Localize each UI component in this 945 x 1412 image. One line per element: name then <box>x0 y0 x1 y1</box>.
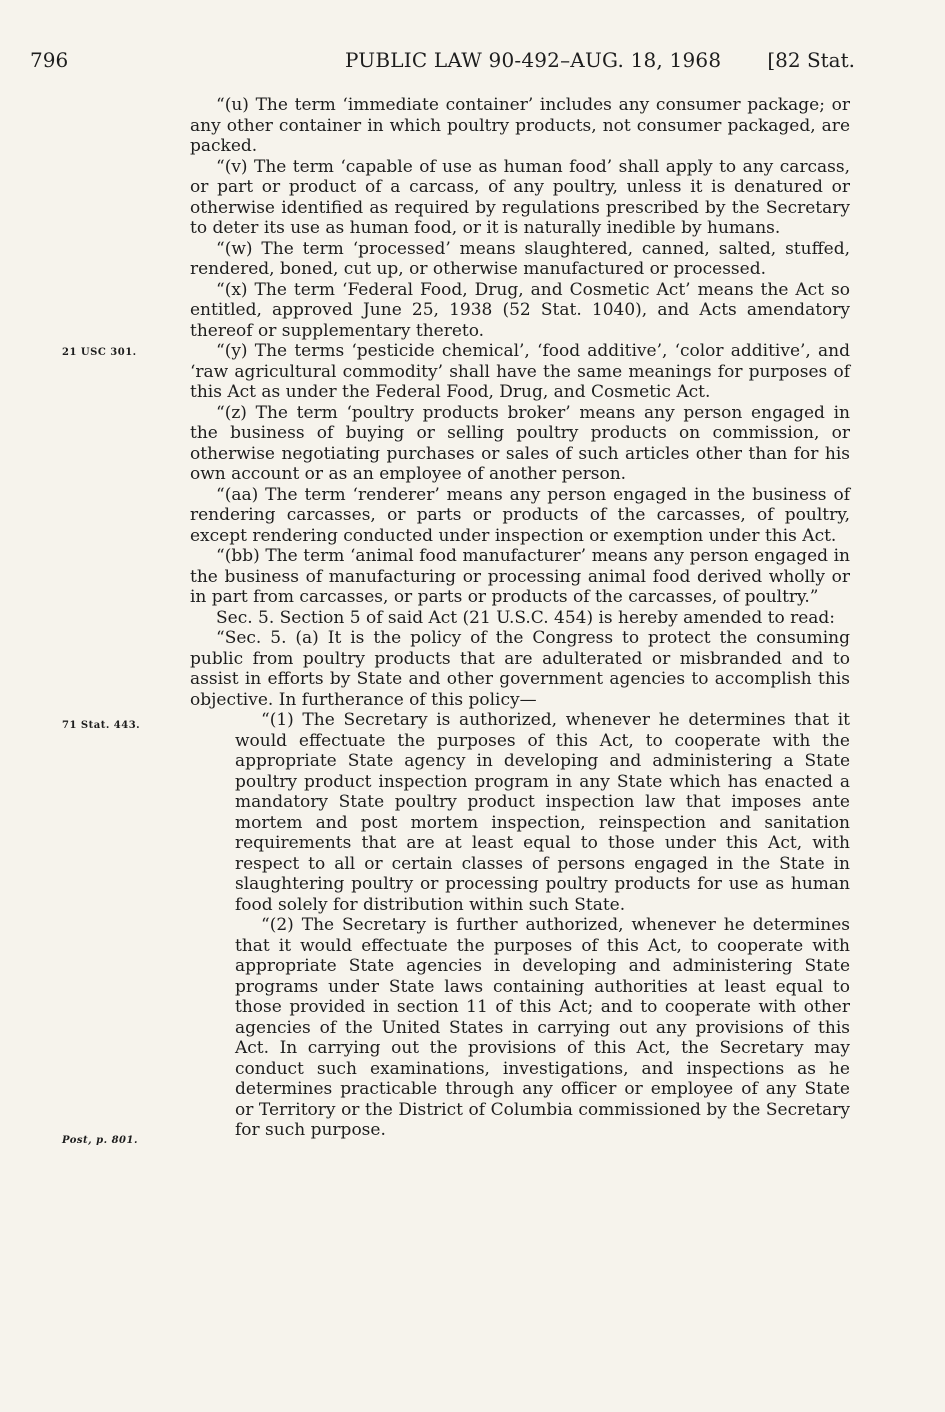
paragraph-bb: “(bb) The term ‘animal food manufacturer’ means any person engaged in the business of manufacturing or processing animal food derived wholly or in part from carcasses, or parts or products of the carcasses, of poultry.” <box>190 546 850 607</box>
margin-note-21-usc-301: 21 USC 301. <box>62 347 137 358</box>
paragraph-z: “(z) The term ‘poultry products broker’ means any person engaged in the business of buying or selling poultry products on commission, or otherwise negotiating purchases or sales of such articles other than for his own account or as an employee of another person. <box>190 402 850 484</box>
section-5-a-1: “(1) The Secretary is authorized, whenever he determines that it would effectuate the purposes of this Act, to cooperate with the appropriate State agency in developing and administering a State poultry product inspection program in any State which has enacted a mandatory State poultry product inspection law that imposes ante mortem and post mortem inspection, reinspection and sanitation requirements that are at least equal to those under this Act, with respect to all or certain classes of persons engaged in the State in slaughtering poultry or processing poultry products for use as human food solely for distribution within such State. <box>235 710 850 915</box>
volume-reference: [82 Stat. <box>767 48 855 72</box>
margin-note-post-p-801: Post, p. 801. <box>62 1135 138 1146</box>
paragraph-y: “(y) The terms ‘pesticide chemical’, ‘food additive’, ‘color additive’, and ‘raw agricultural commodity’ shall have the same meanings for purposes of this Act as under the Federal Food, Drug, and Cosmetic Act. <box>190 341 850 402</box>
running-title: PUBLIC LAW 90-492–AUG. 18, 1968 <box>345 48 722 72</box>
section-5-a-2: “(2) The Secretary is further authorized, whenever he determines that it would effectuate the purposes of this Act, to cooperate with appropriate State agencies in developing and administering State programs under State laws containing authorities at least equal to those provided in section 11 of this Act; and to cooperate with other agencies of the United States in carrying out any provisions of this Act. In carrying out the provisions of this Act, the Secretary may conduct such examinations, investigations, and inspections as he determines practicable through any officer or employee of any State or Territory or the District of Columbia commissioned by the Secretary for such purpose. <box>235 915 850 1140</box>
body-text <box>190 95 850 1141</box>
paragraph-x: “(x) The term ‘Federal Food, Drug, and Cosmetic Act’ means the Act so entitled, approved June 25, 1938 (52 Stat. 1040), and Acts amendatory thereof or supplementary thereto. <box>190 279 850 341</box>
paragraph-u: “(u) The term ‘immediate container’ includes any consumer package; or any other container in which poultry products, not consumer packaged, are packed. <box>190 95 850 156</box>
paragraph-aa: “(aa) The term ‘renderer’ means any person engaged in the business of rendering carcasses, or parts or products of the carcasses, of poultry, except rendering conducted under inspection or exemption under this Act. <box>190 484 850 546</box>
section-5-intro: Sec. 5. Section 5 of said Act (21 U.S.C. 454) is hereby amended to read: <box>216 607 836 628</box>
paragraph-v: “(v) The term ‘capable of use as human food’ shall apply to any carcass, or part or product of a carcass, of any poultry, unless it is denatured or otherwise identified as required by regulations prescribed by the Secretary to deter its use as human food, or it is naturally inedible by humans. <box>190 156 850 238</box>
margin-note-71-stat-443: 71 Stat. 443. <box>62 720 141 731</box>
paragraph-w: “(w) The term ‘processed’ means slaughtered, canned, salted, stuffed, rendered, boned, cut up, or otherwise manufactured or processed. <box>190 238 850 279</box>
page-header <box>30 48 855 78</box>
section-5-a: “Sec. 5. (a) It is the policy of the Congress to protect the consuming public from poultry products that are adulterated or misbranded and to assist in efforts by State and other government agencies to accomplish this objective. In furtherance of this policy— <box>190 628 850 710</box>
page-number: 796 <box>30 48 69 72</box>
